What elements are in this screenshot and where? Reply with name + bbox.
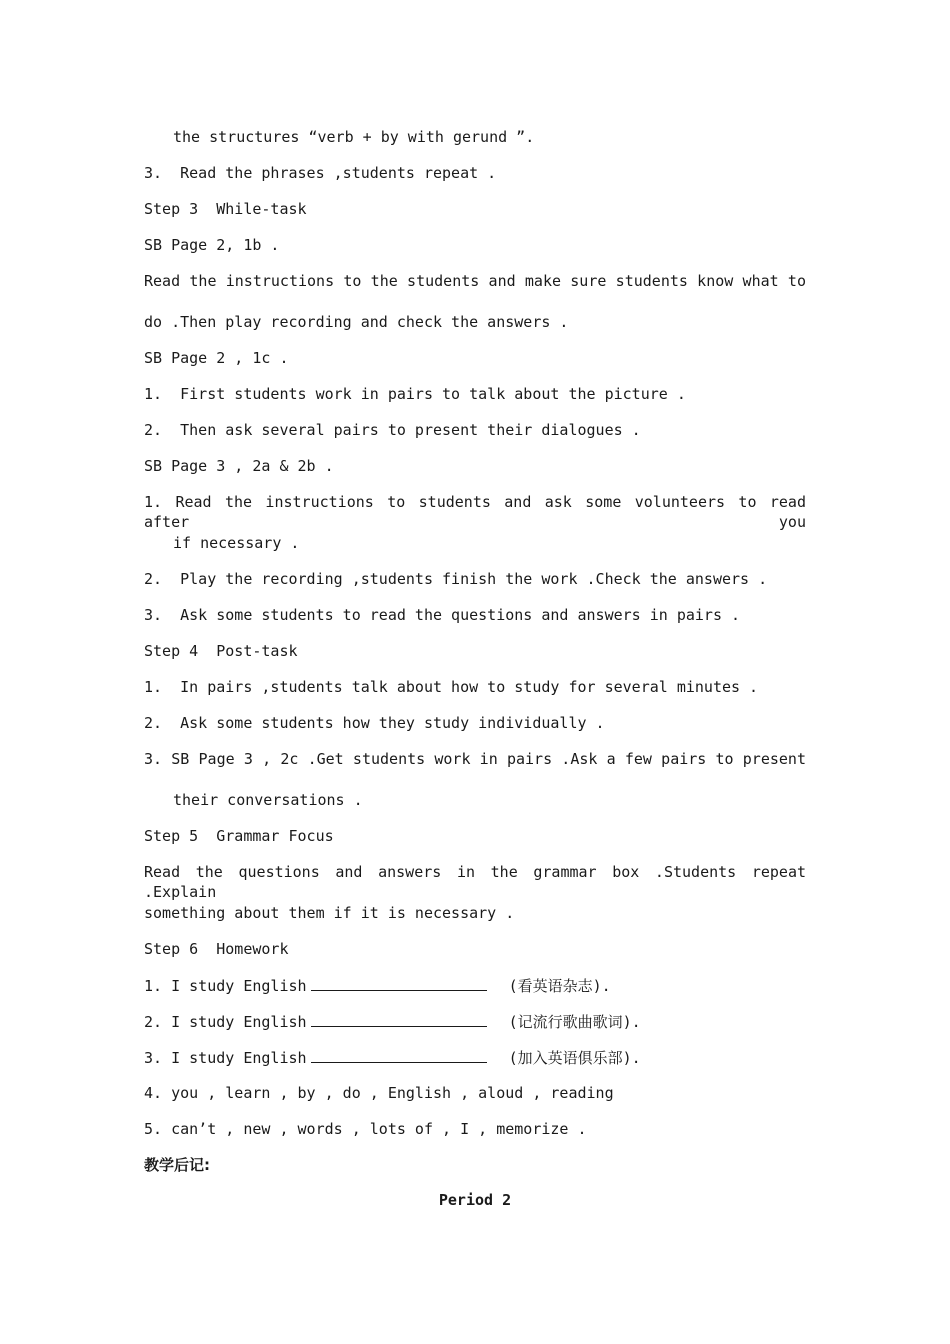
period-title: Period 2 (438, 1191, 512, 1209)
fill-blank (311, 1047, 487, 1063)
homework-item: 4. you , learn , by , do , English , aloud , reading (144, 1084, 614, 1102)
text-line: the structures “verb + by with gerund ”. (173, 128, 535, 146)
text-line: Read the questions and answers in the grammar box .Students repeat .Explain (144, 863, 806, 901)
homework-hint: (记流行歌曲歌词). (508, 1013, 641, 1031)
list-item: 3. Ask some students to read the questions and answers in pairs . (144, 606, 741, 624)
text-line: SB Page 2, 1b . (144, 236, 280, 254)
homework-item (144, 975, 611, 996)
homework-item (144, 1011, 641, 1032)
homework-hint: (看英语杂志). (508, 977, 611, 995)
homework-prefix: 1. I study English (144, 977, 307, 995)
list-item: 2. Ask some students how they study individually . (144, 714, 605, 732)
homework-item: 5. can’t , new , words , lots of , I , memorize . (144, 1120, 587, 1138)
list-item: 2. Then ask several pairs to present their dialogues . (144, 421, 641, 439)
list-item: 1. First students work in pairs to talk about the picture . (144, 385, 686, 403)
homework-hint: (加入英语俱乐部). (508, 1049, 641, 1067)
step-heading: Step 4 Post-task (144, 642, 298, 660)
text-line: SB Page 2 , 1c . (144, 349, 289, 367)
step-heading: Step 5 Grammar Focus (144, 827, 334, 845)
fill-blank (311, 1011, 487, 1027)
list-item: 1. In pairs ,students talk about how to study for several minutes . (144, 678, 759, 696)
step-heading: Step 6 Homework (144, 940, 289, 958)
step-heading: Step 3 While-task (144, 200, 307, 218)
list-item: 1. Read the instructions to students and ask some volunteers to read after you (144, 493, 806, 531)
list-item-continuation: if necessary . (173, 534, 300, 552)
text-line: Read the instructions to the students and make sure students know what to (144, 272, 806, 290)
homework-item (144, 1047, 641, 1068)
text-line: 3. Read the phrases ,students repeat . (144, 164, 497, 182)
homework-prefix: 2. I study English (144, 1013, 307, 1031)
teaching-notes-label: 教学后记: (144, 1156, 210, 1174)
text-line: something about them if it is necessary . (144, 904, 515, 922)
list-item-continuation: their conversations . (173, 791, 363, 809)
list-item: 2. Play the recording ,students finish the work .Check the answers . (144, 570, 768, 588)
fill-blank (311, 975, 487, 991)
text-line: do .Then play recording and check the answers . (144, 313, 569, 331)
homework-prefix: 3. I study English (144, 1049, 307, 1067)
list-item: 3. SB Page 3 , 2c .Get students work in pairs .Ask a few pairs to present (144, 750, 806, 768)
text-line: SB Page 3 , 2a & 2b . (144, 457, 334, 475)
